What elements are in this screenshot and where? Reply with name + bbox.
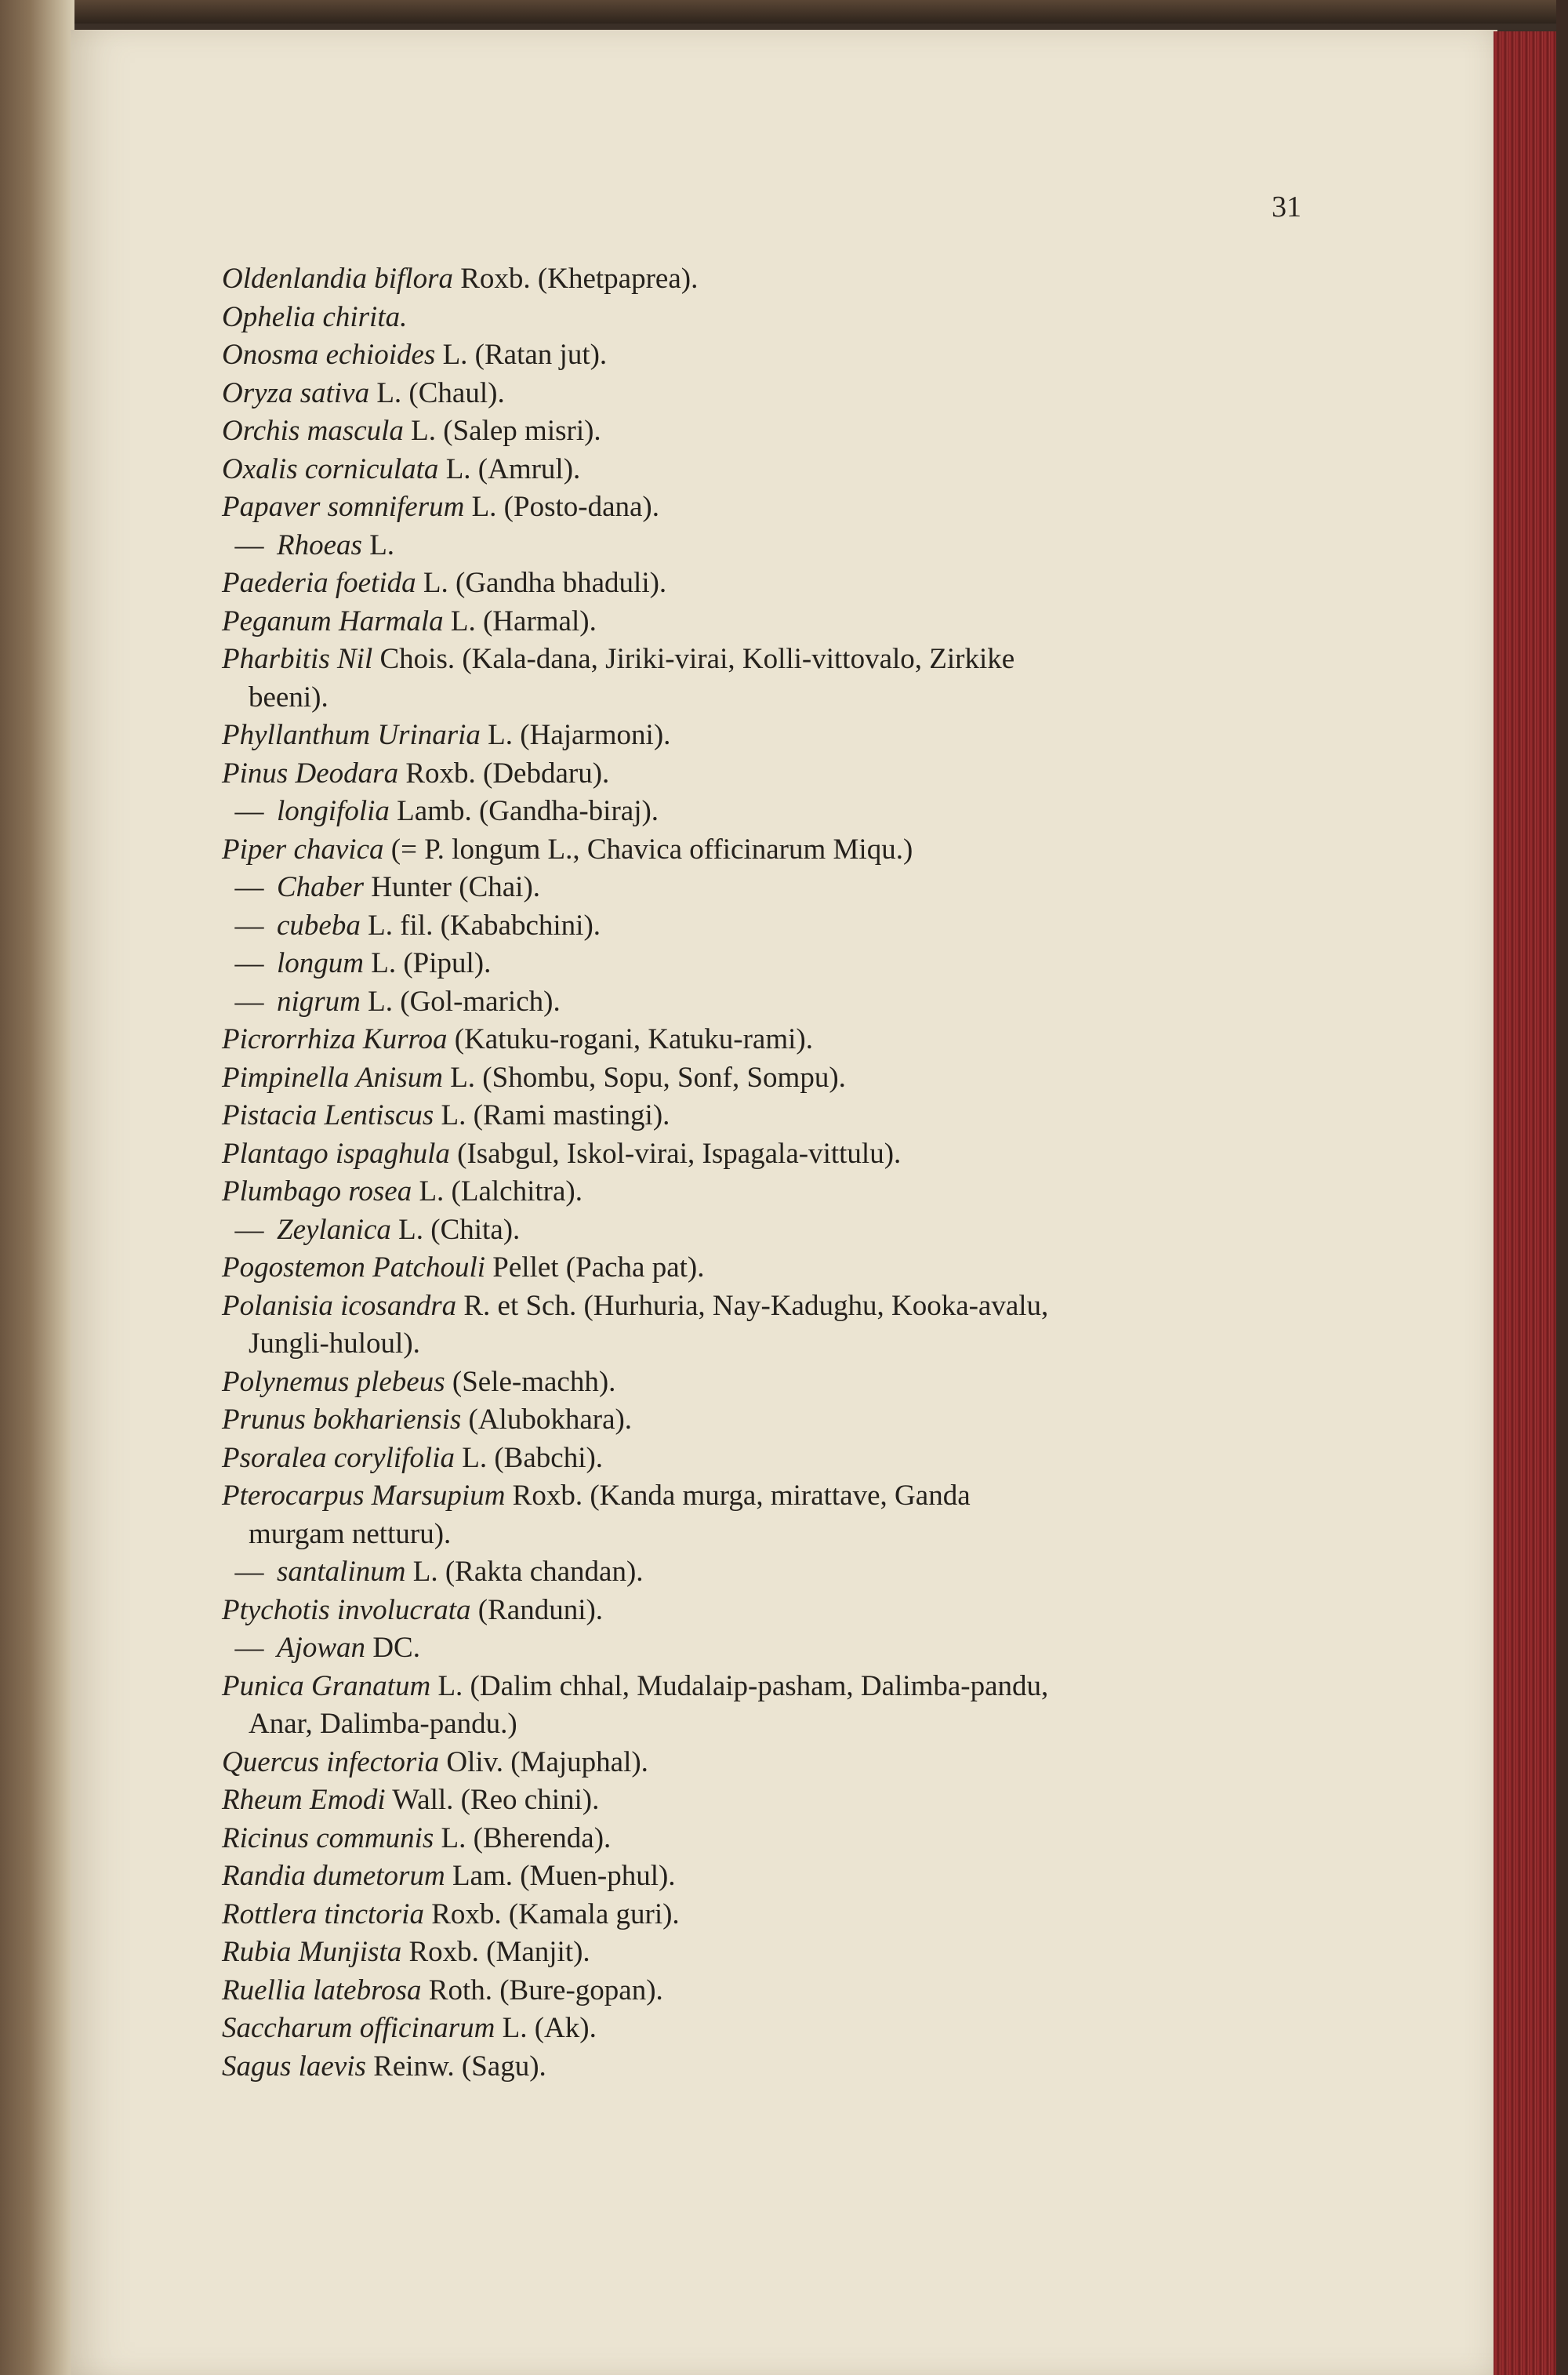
species-name: Plumbago rosea <box>222 1175 412 1207</box>
entry-details: Lam. (Muen-phul). <box>445 1860 676 1892</box>
list-item <box>222 1097 1351 1135</box>
list-item <box>222 1744 1351 1782</box>
entry-details: Hunter (Chai). <box>364 871 541 903</box>
species-name: Piper chavica <box>222 833 384 866</box>
list-item <box>222 831 1351 870</box>
entry-details: Roxb. (Kanda murga, mirattave, Ganda <box>505 1480 971 1512</box>
species-name: Picrorrhiza Kurroa <box>222 1023 448 1055</box>
list-item <box>222 603 1351 641</box>
entry-details: L. (Gandha bhaduli). <box>416 567 667 599</box>
species-name: Rhoeas <box>277 528 362 561</box>
list-item <box>222 1249 1351 1287</box>
species-name: Plantago ispaghula <box>222 1137 450 1170</box>
species-name: Chaber <box>277 871 364 903</box>
list-item <box>222 565 1351 603</box>
species-name: Sagus laevis <box>222 2050 366 2083</box>
entry-details: L. (Chita). <box>390 1213 521 1246</box>
list-item <box>222 1858 1351 1896</box>
entry-details: Roxb. (Khetpaprea). <box>452 263 699 295</box>
entry-details: Lamb. (Gandha-biraj). <box>389 795 659 827</box>
entry-details: L. (Babchi). <box>455 1441 604 1474</box>
list-item <box>222 945 1351 983</box>
list-item <box>222 1972 1351 2010</box>
book-gutter <box>0 0 74 2375</box>
list-item <box>222 1401 1351 1440</box>
species-name: Polanisia icosandra <box>222 1289 457 1322</box>
entry-details: Oliv. (Majuphal). <box>439 1745 648 1778</box>
species-name: Phyllanthum Urinaria <box>222 719 481 751</box>
entry-details: (Katuku-rogani, Katuku-rami). <box>447 1023 813 1055</box>
book-cover-edge <box>1556 0 1568 2375</box>
ditto-dash: — <box>234 1213 264 1246</box>
entry-details: L. (Dalim chhal, Mudalaip-pasham, Dalimba-pandu, <box>430 1669 1049 1702</box>
entry-details: (Randuni). <box>470 1593 604 1626</box>
species-name: cubeba <box>277 909 361 942</box>
list-item <box>222 1477 1351 1553</box>
entry-details: L. (Posto-dana). <box>464 491 659 523</box>
species-name: Pinus Deodara <box>222 757 399 790</box>
list-item <box>222 983 1351 1022</box>
species-name: Pharbitis Nil <box>222 643 373 675</box>
entry-details: L. (Hajarmoni). <box>480 719 671 751</box>
species-name: Prunus bokhariensis <box>222 1404 462 1436</box>
entry-details: L. (Lalchitra). <box>412 1175 583 1207</box>
species-name: Quercus infectoria <box>222 1745 440 1778</box>
entry-continuation: beeni). <box>249 681 328 714</box>
ditto-dash: — <box>234 871 264 903</box>
entry-details: L. (Rami mastingi). <box>434 1099 670 1131</box>
entry-details: L. (Shombu, Sopu, Sonf, Sompu). <box>442 1061 846 1094</box>
list-item <box>222 907 1351 946</box>
species-name: santalinum <box>277 1556 406 1588</box>
entry-details: L. (Ak). <box>495 2012 597 2044</box>
entry-details: L. (Gol-marich). <box>360 985 561 1018</box>
entry-continuation: Anar, Dalimba-pandu.) <box>249 1708 517 1740</box>
ditto-dash: — <box>234 1632 264 1664</box>
entry-details: L. (Rakta chandan). <box>405 1556 644 1588</box>
entry-details: DC. <box>365 1632 420 1664</box>
entry-details: Pellet (Pacha pat). <box>485 1251 705 1284</box>
list-item <box>222 1440 1351 1478</box>
entry-continuation: murgam netturu). <box>249 1517 452 1550</box>
species-name: Oldenlandia biflora <box>222 263 453 295</box>
entry-details: L. (Ratan jut). <box>435 339 608 371</box>
list-item <box>222 1896 1351 1934</box>
species-name: Paederia foetida <box>222 567 416 599</box>
species-name: Ruellia latebrosa <box>222 1974 422 2006</box>
list-item <box>222 1364 1351 1402</box>
entry-details: L. (Pipul). <box>364 947 492 979</box>
species-name: Rottlera tinctoria <box>222 1897 424 1930</box>
species-name: Ricinus communis <box>222 1821 434 1854</box>
entry-details: (Alubokhara). <box>461 1404 633 1436</box>
entry-details: (Isabgul, Iskol-virai, Ispagala-vittulu). <box>449 1137 902 1170</box>
species-name: Onosma echioides <box>222 339 436 371</box>
list-item <box>222 1173 1351 1211</box>
entry-details: Reinw. (Sagu). <box>365 2050 546 2083</box>
list-item <box>222 641 1351 717</box>
list-item <box>222 2048 1351 2086</box>
species-name: Pterocarpus Marsupium <box>222 1480 506 1512</box>
list-item <box>222 869 1351 907</box>
entry-details: L. (Amrul). <box>438 452 581 485</box>
list-item <box>222 2010 1351 2048</box>
ditto-dash: — <box>234 1556 264 1588</box>
entry-details: L. <box>361 528 395 561</box>
species-name: Zeylanica <box>277 1213 391 1246</box>
entry-details: Roth. (Bure-gopan). <box>421 1974 663 2006</box>
entry-details: Wall. (Reo chini). <box>385 1784 600 1816</box>
page-number: 31 <box>1272 191 1301 223</box>
list-item <box>222 1059 1351 1098</box>
ditto-dash: — <box>234 528 264 561</box>
species-name: Punica Granatum <box>222 1669 431 1702</box>
list-item <box>222 1781 1351 1820</box>
species-name: Pistacia Lentiscus <box>222 1099 434 1131</box>
entry-details: Roxb. (Debdaru). <box>398 757 610 790</box>
list-item <box>222 793 1351 831</box>
entry-details: L. (Salep misri). <box>403 415 601 447</box>
book-cover-top <box>0 0 1568 24</box>
species-name: Orchis mascula <box>222 415 404 447</box>
entry-details: L. (Chaul). <box>369 376 505 409</box>
entry-details: (Sele-machh). <box>445 1365 616 1398</box>
entry-details: L. fil. (Kababchini). <box>360 909 601 942</box>
entry-details: L. (Harmal). <box>443 605 597 637</box>
ditto-dash: — <box>234 985 264 1018</box>
list-item <box>222 1820 1351 1858</box>
species-name: Ophelia chirita. <box>222 300 408 333</box>
list-item <box>222 451 1351 489</box>
list-item <box>222 1553 1351 1592</box>
entry-details: Roxb. (Manjit). <box>401 1936 590 1968</box>
species-name: Rheum Emodi <box>222 1784 386 1816</box>
list-item <box>222 375 1351 413</box>
species-name: Oryza sativa <box>222 376 370 409</box>
species-name: Ptychotis involucrata <box>222 1593 471 1626</box>
list-item <box>222 1211 1351 1250</box>
species-name: Papaver somniferum <box>222 491 465 523</box>
species-name: Saccharum officinarum <box>222 2012 495 2044</box>
list-item <box>222 1135 1351 1174</box>
species-name: nigrum <box>277 985 361 1018</box>
species-name: Oxalis corniculata <box>222 452 439 485</box>
species-name: longifolia <box>277 795 390 827</box>
entry-details: Roxb. (Kamala guri). <box>423 1897 680 1930</box>
entry-details: R. et Sch. (Hurhuria, Nay-Kadughu, Kooka-avalu, <box>456 1289 1049 1322</box>
entry-list <box>222 260 1351 2086</box>
species-name: Ajowan <box>277 1632 366 1664</box>
species-name: Rubia Munjista <box>222 1936 402 1968</box>
species-name: Polynemus plebeus <box>222 1365 445 1398</box>
list-item <box>222 299 1351 337</box>
list-item <box>222 527 1351 565</box>
entry-details: (= P. longum L., Chavica officinarum Miqu.) <box>383 833 913 866</box>
species-name: Peganum Harmala <box>222 605 444 637</box>
list-item <box>222 1021 1351 1059</box>
species-name: Psoralea corylifolia <box>222 1441 455 1474</box>
species-name: Pimpinella Anisum <box>222 1061 443 1094</box>
list-item <box>222 488 1351 527</box>
list-item <box>222 1592 1351 1630</box>
list-item <box>222 755 1351 793</box>
list-item <box>222 1668 1351 1744</box>
list-item <box>222 717 1351 755</box>
list-item <box>222 1934 1351 1972</box>
ditto-dash: — <box>234 795 264 827</box>
species-name: Pogostemon Patchouli <box>222 1251 486 1284</box>
ditto-dash: — <box>234 947 264 979</box>
list-item <box>222 1629 1351 1668</box>
entry-details: Chois. (Kala-dana, Jiriki-virai, Kolli-vittovalo, Zirkike <box>372 643 1015 675</box>
list-item <box>222 336 1351 375</box>
list-item <box>222 260 1351 299</box>
list-item <box>222 1287 1351 1364</box>
list-item <box>222 412 1351 451</box>
ditto-dash: — <box>234 909 264 942</box>
entry-continuation: Jungli-huloul). <box>249 1327 420 1360</box>
species-name: longum <box>277 947 364 979</box>
entry-details: L. (Bherenda). <box>434 1821 612 1854</box>
species-name: Randia dumetorum <box>222 1860 445 1892</box>
